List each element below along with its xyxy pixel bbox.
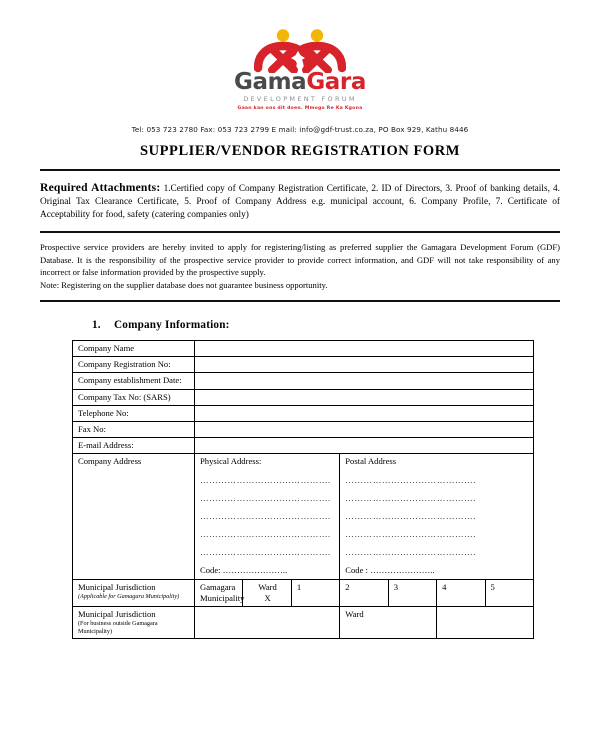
ward-option-4[interactable]: 4 — [437, 579, 485, 606]
physical-address-heading: Physical Address: — [200, 456, 262, 467]
logo-word-gama: Gama — [234, 69, 307, 95]
section-number: 1. — [92, 319, 101, 332]
field-input-company-establishment-date[interactable] — [195, 373, 534, 389]
divider-middle — [40, 231, 560, 233]
postal-address-heading: Postal Address — [345, 456, 397, 467]
company-information-table — [72, 340, 534, 638]
table-row — [73, 341, 534, 357]
field-input-telephone-no[interactable] — [195, 405, 534, 421]
table-row — [73, 389, 534, 405]
field-input-fax-no[interactable] — [195, 422, 534, 438]
table-row-municipal-jurisdiction-inside — [73, 579, 534, 606]
field-input-company-name[interactable] — [195, 341, 534, 357]
logo-tagline: Gaan kan ons dit doen. Mmogo Re Ka Kgona — [237, 105, 363, 111]
field-label-company-tax-no: Company Tax No: (SARS) — [73, 389, 195, 405]
field-input-physical-address[interactable] — [195, 454, 340, 579]
dotted-line: ……………………………………. — [345, 474, 476, 485]
ward-label-text: Ward — [258, 581, 277, 592]
ward-input-outside[interactable] — [437, 606, 534, 638]
field-label-company-registration-no: Company Registration No: — [73, 357, 195, 373]
physical-address-code: Code: ………………….. — [200, 565, 288, 576]
dotted-line: ……………………………………. — [200, 474, 331, 485]
field-input-company-tax-no[interactable] — [195, 389, 534, 405]
ward-option-2[interactable]: 2 — [340, 579, 388, 606]
field-value-municipality-name[interactable]: Gamagara Municipality — [195, 579, 243, 606]
table-row-municipal-jurisdiction-outside — [73, 606, 534, 638]
jurisdiction-inside-sublabel: (Applicable for Gamagara Municipality) — [78, 592, 180, 600]
divider-bottom — [40, 300, 560, 302]
table-row — [73, 405, 534, 421]
ward-selector-inside[interactable] — [243, 579, 291, 606]
dotted-line: ……………………………………. — [200, 492, 331, 503]
dotted-line: ……………………………………. — [200, 547, 331, 558]
ward-mark: X — [264, 592, 271, 603]
dotted-line: ……………………………………. — [345, 510, 476, 521]
logo-wordmark — [234, 71, 366, 94]
logo-word-gara: Gara — [306, 69, 366, 95]
jurisdiction-outside-label: Municipal Jurisdiction — [78, 608, 156, 619]
registration-note: Note: Registering on the supplier database does not guarantee business opportunity. — [40, 279, 328, 290]
ward-option-3[interactable]: 3 — [388, 579, 436, 606]
ward-text-outside[interactable]: Ward — [340, 606, 437, 638]
section-heading-company-information — [92, 319, 600, 331]
field-label-municipal-jurisdiction-outside — [73, 606, 195, 638]
ward-option-5[interactable]: 5 — [485, 579, 533, 606]
field-label-telephone-no: Telephone No: — [73, 405, 195, 421]
field-label-company-establishment-date: Company establishment Date: — [73, 373, 195, 389]
field-input-email-address[interactable] — [195, 438, 534, 454]
field-input-postal-address[interactable] — [340, 454, 534, 579]
dotted-line: ……………………………………. — [345, 492, 476, 503]
field-label-email-address: E-mail Address: — [73, 438, 195, 454]
introduction-paragraph — [40, 241, 560, 291]
table-row — [73, 422, 534, 438]
dotted-line: ……………………………………. — [200, 510, 331, 521]
organization-logo — [234, 26, 366, 111]
logo-subtitle: DEVELOPMENT FORUM — [243, 95, 357, 103]
dotted-line: ……………………………………. — [345, 529, 476, 540]
section-title: Company Information: — [114, 319, 230, 332]
contact-details: Tel: 053 723 2780 Fax: 053 723 2799 E mail: info@gdf-trust.co.za, PO Box 929, Kathu 8446 — [131, 124, 469, 134]
field-label-fax-no: Fax No: — [73, 422, 195, 438]
field-input-municipality-outside[interactable] — [195, 606, 340, 638]
jurisdiction-outside-sublabel: (For business outside Gamagara Municipality) — [78, 620, 158, 635]
required-attachments-text: 1.Certified copy of Company Registration Certificate, 2. ID of Directors, 3. Proof of banking details, 4. Original Tax Clearance Certificate, 5. Proof of Company Address e.g. municipal account, 6. Company Profile, 7. Certificate of Acceptability for food, safety (catering companies only) — [40, 183, 561, 221]
field-label-municipal-jurisdiction-inside — [73, 579, 195, 606]
required-attachments — [40, 180, 560, 223]
dotted-line: ……………………………………. — [345, 547, 476, 558]
dotted-line: ……………………………………. — [200, 529, 331, 540]
introduction-text: Prospective service providers are hereby invited to apply for registering/listing as preferred supplier the Gamagara Development Forum (GDF) Database. It is the responsibility of the prospective service provider to provide correct information, and GDF will not take responsibility of any incorrect or false information provided by the prospective supply. — [40, 242, 560, 278]
jurisdiction-inside-label: Municipal Jurisdiction — [78, 581, 156, 592]
postal-address-code: Code : ………………….. — [345, 565, 435, 576]
table-row — [73, 373, 534, 389]
letterhead — [0, 0, 600, 134]
divider-top — [40, 169, 560, 171]
table-row — [73, 438, 534, 454]
field-label-company-name: Company Name — [73, 341, 195, 357]
page-title: SUPPLIER/VENDOR REGISTRATION FORM — [140, 142, 460, 159]
field-input-company-registration-no[interactable] — [195, 357, 534, 373]
field-label-company-address: Company Address — [73, 454, 195, 579]
table-row-company-address — [73, 454, 534, 579]
table-row — [73, 357, 534, 373]
required-attachments-label: Required Attachments: — [40, 180, 161, 194]
gamagara-figures-icon — [254, 26, 346, 73]
ward-option-1[interactable]: 1 — [291, 579, 339, 606]
